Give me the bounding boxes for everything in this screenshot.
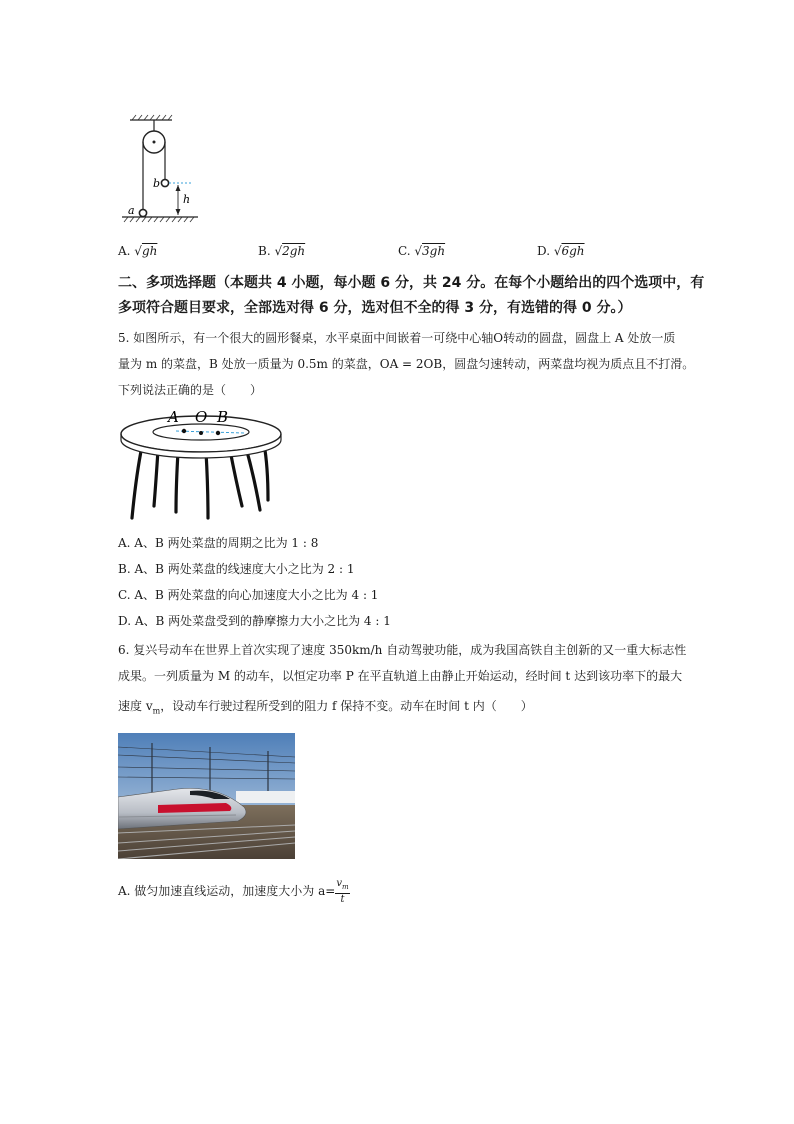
q6-stem-line1: 6. 复兴号动车在世界上首次实现了速度 350km/h 自动驾驶功能，成为我国高铁自主创新的又一重大标志性 bbox=[118, 643, 687, 657]
label-A: A bbox=[168, 408, 179, 426]
q5-option-a[interactable]: A. A、B 两处菜盘的周期之比为 1 : 8 bbox=[118, 536, 319, 550]
section2-heading-line2: 多项符合题目要求，全部选对得 6 分，选对但不全的得 3 分，有选错的得 0 分。） bbox=[118, 300, 632, 316]
q6-option-a[interactable]: A. 做匀加速直线运动，加速度大小为 a= $\frac{v_m}{t}$ bbox=[118, 878, 349, 905]
fraction-vm-over-t: $\frac{v_m}{t}$ bbox=[336, 878, 349, 905]
q4-option-d[interactable]: D. √6gh bbox=[537, 244, 585, 258]
pulley-figure bbox=[118, 112, 200, 224]
q5-stem-line2: 量为 m 的菜盘，B 处放一质量为 0.5m 的菜盘，OA = 2OB，圆盘匀速转动，两菜盘均视为质点且不打滑。 bbox=[118, 357, 695, 371]
q5-option-b[interactable]: B. A、B 两处菜盘的线速度大小之比为 2 : 1 bbox=[118, 562, 355, 576]
q5-stem-line1: 5. 如图所示，有一个很大的圆形餐桌，水平桌面中间嵌着一可绕中心轴O转动的圆盘，圆盘上 A 处放一质 bbox=[118, 331, 676, 345]
q6-stem-line2: 成果。一列质量为 M 的动车，以恒定功率 P 在平直轨道上由静止开始运动，经时间 t 达到该功率下的最大 bbox=[118, 669, 683, 683]
q5-stem-line3: 下列说法正确的是（ ） bbox=[118, 383, 263, 397]
label-B: B bbox=[217, 408, 229, 426]
section2-heading-line1: 二、多项选择题（本题共 4 小题，每小题 6 分，共 24 分。在每个小题给出的四个选项中，有 bbox=[118, 275, 705, 291]
q5-option-d[interactable]: D. A、B 两处菜盘受到的静摩擦力大小之比为 4 : 1 bbox=[118, 614, 391, 628]
q6-stem-line3: 速度 $v_m$，设动车行驶过程所受到的阻力 f 保持不变。动车在时间 t 内（ ） bbox=[118, 699, 533, 716]
q4-option-c[interactable]: C. √3gh bbox=[398, 244, 446, 258]
dining-table-figure bbox=[118, 406, 284, 524]
q5-option-c[interactable]: C. A、B 两处菜盘的向心加速度大小之比为 4 : 1 bbox=[118, 588, 379, 602]
label-b: b bbox=[153, 177, 161, 190]
q4-option-b[interactable]: B. √2gh bbox=[258, 244, 306, 258]
label-a: a bbox=[128, 204, 135, 217]
label-O: O bbox=[195, 408, 208, 426]
train-photo bbox=[118, 733, 295, 859]
label-h: h bbox=[183, 193, 191, 206]
q4-option-a[interactable]: A. √gh bbox=[118, 244, 158, 258]
